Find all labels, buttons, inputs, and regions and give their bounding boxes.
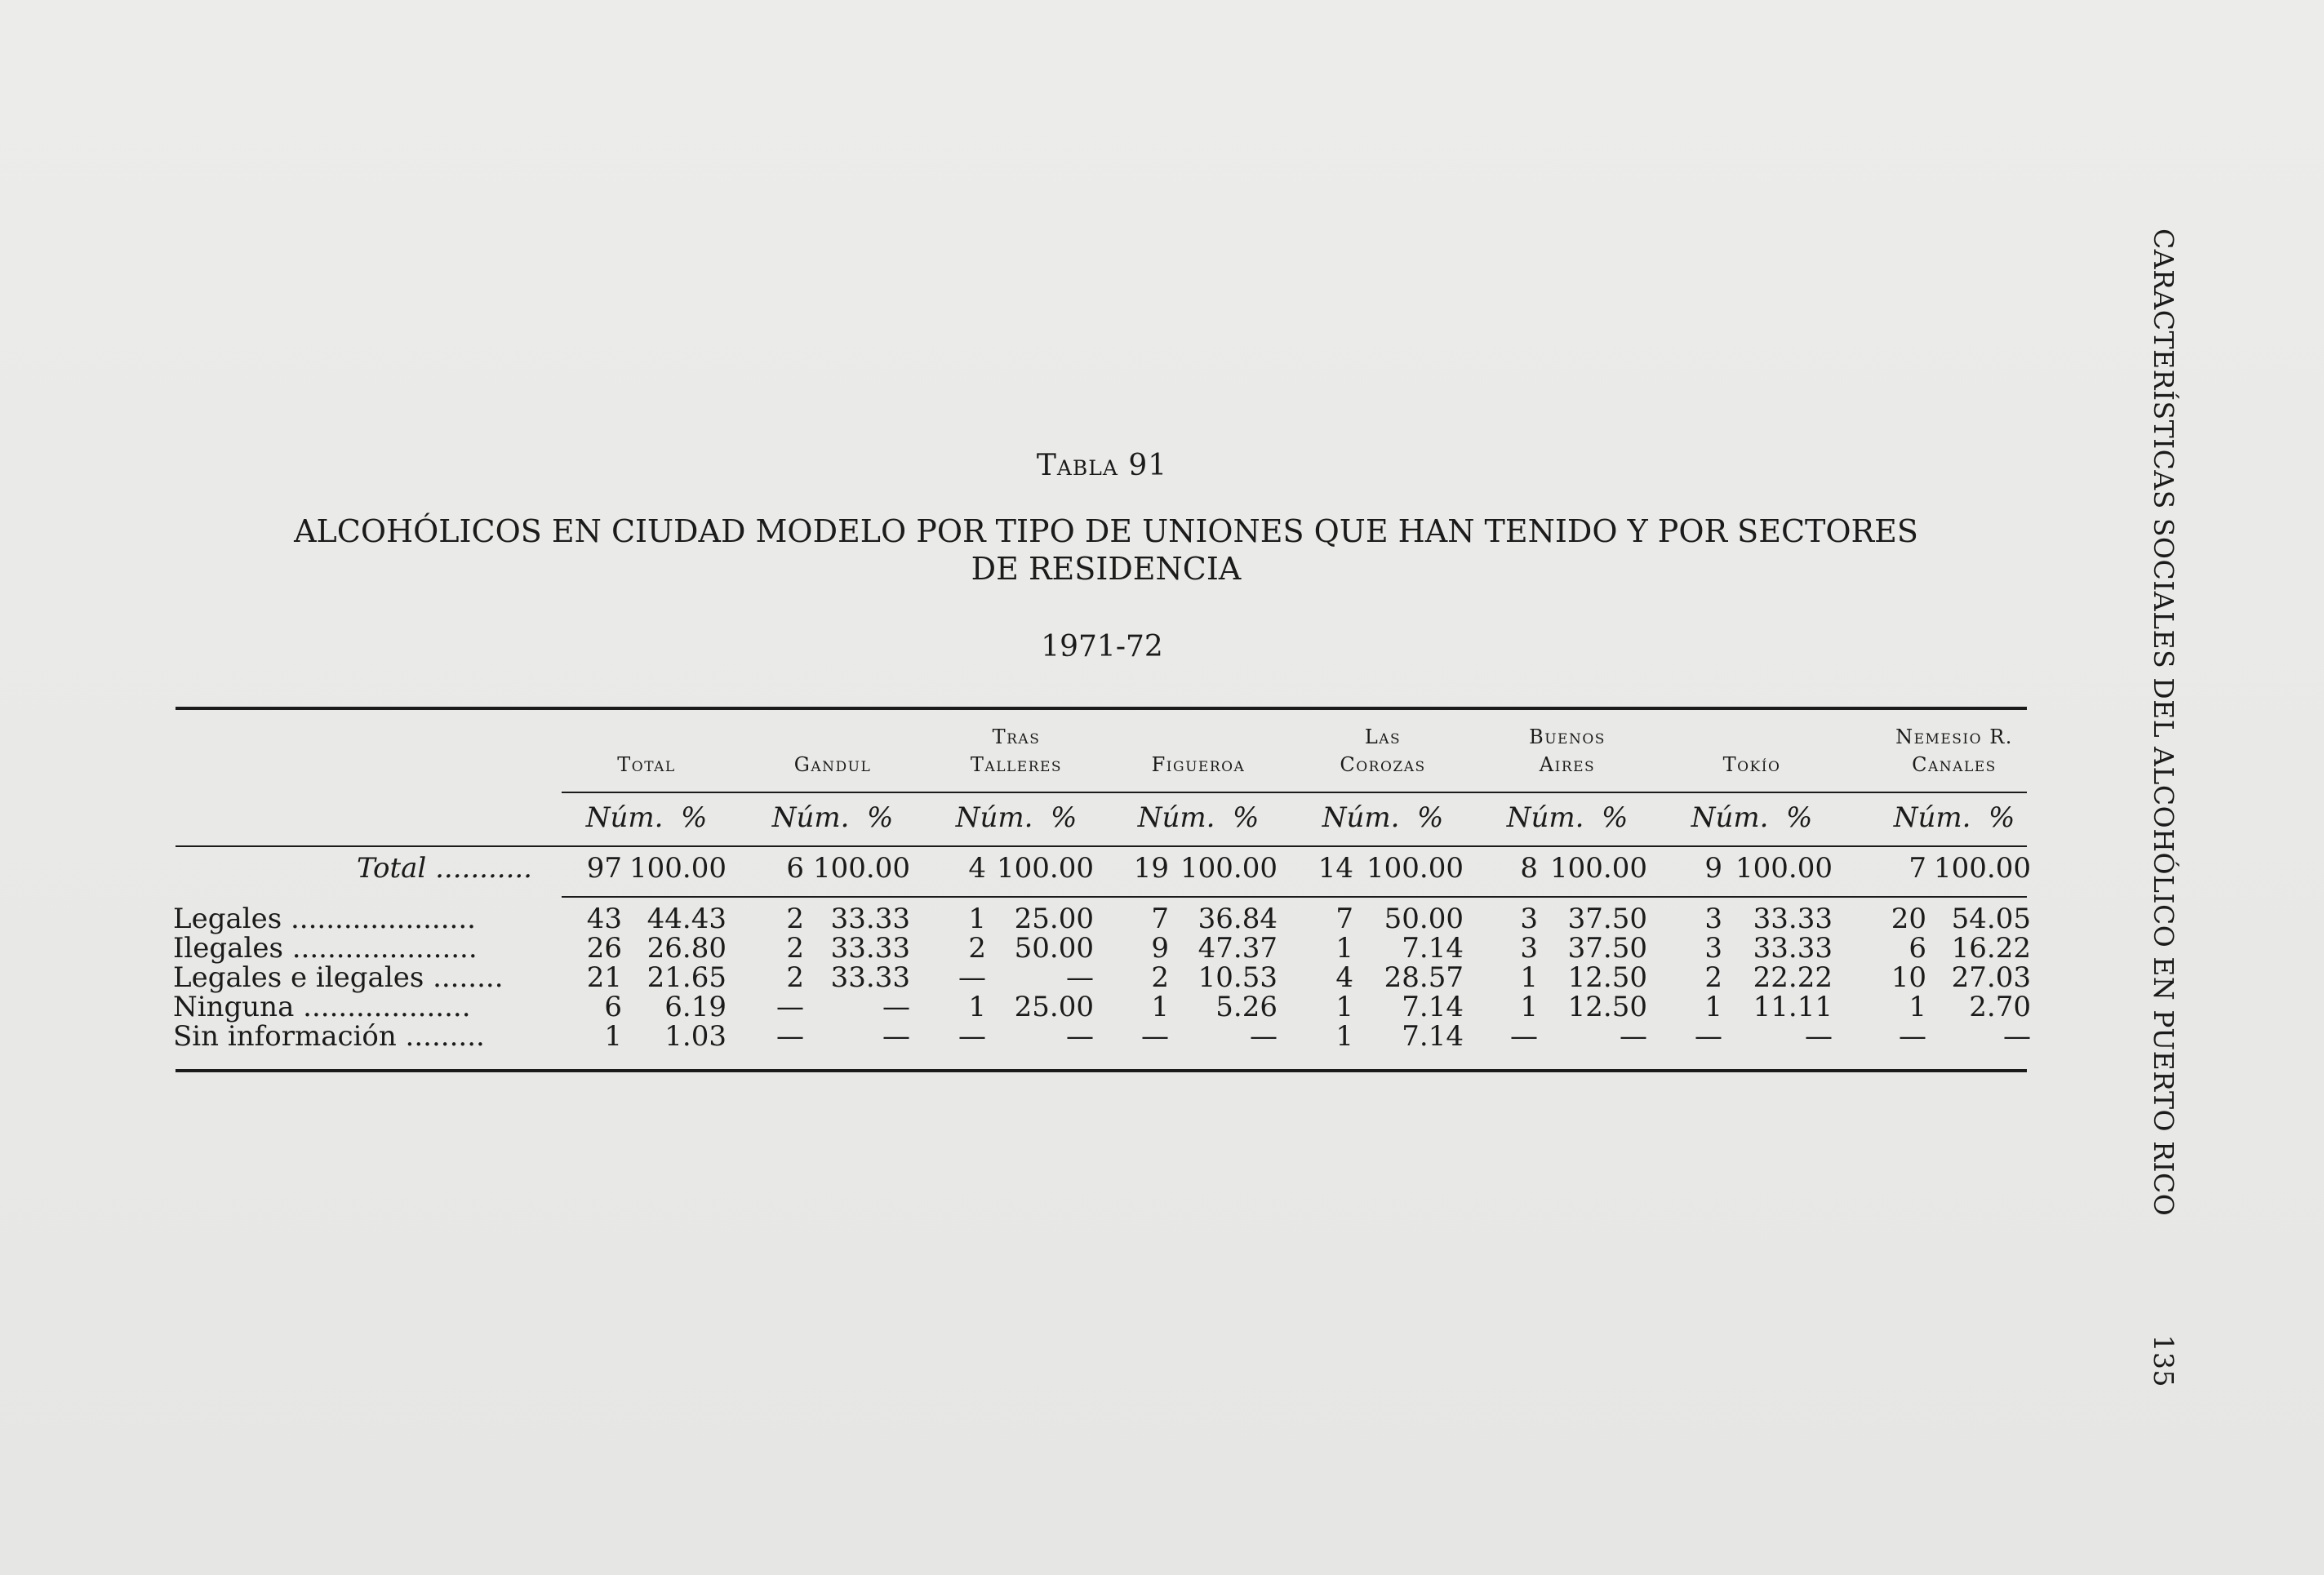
pct-cell: 16.22: [1951, 932, 2031, 965]
subheader-4: Núm. %: [1322, 801, 1444, 834]
total-num-cell: 19: [1133, 852, 1169, 885]
table-title: [237, 512, 1975, 588]
total-pct-cell: 100.00: [1550, 852, 1647, 885]
num-cell: 7: [1151, 903, 1169, 935]
total-pct-cell: 100.00: [1735, 852, 1833, 885]
pct-cell: —: [1066, 961, 1094, 994]
num-cell: 10: [1891, 961, 1926, 994]
pct-cell: 26.80: [647, 932, 727, 965]
pct-cell: 33.33: [1753, 903, 1833, 935]
column-header-line-2: Gandul: [793, 753, 872, 776]
column-header-line-1: Nemesio R.: [1895, 725, 2013, 748]
column-header-line-1: Las: [1364, 725, 1402, 748]
num-cell: 1: [968, 991, 986, 1023]
top-rule: [176, 707, 2027, 710]
running-title: CARACTERÍSTICAS SOCIALES DEL ALCOHÓLICO EN PUERTO RICO: [2148, 228, 2180, 1217]
row-label: Legales .....................: [173, 903, 476, 935]
total-num-cell: 14: [1318, 852, 1353, 885]
pct-cell: 22.22: [1753, 961, 1833, 994]
pct-cell: 10.53: [1198, 961, 1278, 994]
total-pct-cell: 100.00: [1366, 852, 1464, 885]
pct-cell: 7.14: [1402, 1020, 1464, 1053]
subheader-1: Núm. %: [771, 801, 894, 834]
pct-cell: 7.14: [1402, 932, 1464, 965]
subheader-6: Núm. %: [1691, 801, 1813, 834]
num-cell: 43: [586, 903, 622, 935]
column-header-3: [1100, 723, 1296, 779]
title-line-2: DE RESIDENCIA: [971, 551, 1242, 587]
subheader-2: Núm. %: [955, 801, 1078, 834]
num-cell: 7: [1335, 903, 1353, 935]
table-no: 91: [1128, 449, 1168, 482]
num-cell: 1: [1151, 991, 1169, 1023]
title-line-1: ALCOHÓLICOS EN CIUDAD MODELO POR TIPO DE UNIONES QUE HAN TENIDO Y POR SECTORES: [294, 513, 1918, 549]
num-cell: 4: [1335, 961, 1353, 994]
pct-cell: 33.33: [830, 903, 910, 935]
pct-cell: 37.50: [1567, 903, 1647, 935]
row-label: Sin información .........: [173, 1020, 485, 1053]
pct-cell: 25.00: [1014, 903, 1094, 935]
num-cell: 3: [1704, 903, 1722, 935]
pct-cell: 33.33: [830, 932, 910, 965]
row-label: Ilegales .....................: [173, 932, 478, 965]
column-header-line-1: Buenos: [1529, 725, 1606, 748]
pct-cell: 28.57: [1384, 961, 1464, 994]
subheader-rule: [176, 845, 2027, 847]
num-cell: 9: [1151, 932, 1169, 965]
pct-cell: 54.05: [1951, 903, 2031, 935]
column-header-line-1: Tras: [992, 725, 1041, 748]
row-label: Ninguna ...................: [173, 991, 471, 1023]
column-header-1: [735, 723, 931, 779]
pct-cell: 5.26: [1215, 991, 1278, 1023]
num-cell: 3: [1520, 932, 1538, 965]
pct-cell: 36.84: [1198, 903, 1278, 935]
total-num-cell: 4: [968, 852, 986, 885]
num-cell: —: [958, 1020, 986, 1053]
bottom-rule: [176, 1069, 2027, 1072]
num-cell: 3: [1520, 903, 1538, 935]
subheader-3: Núm. %: [1137, 801, 1260, 834]
column-header-line-1: [1654, 723, 1850, 751]
num-cell: 1: [1704, 991, 1722, 1023]
num-cell: 1: [1335, 1020, 1353, 1053]
pct-cell: —: [1805, 1020, 1833, 1053]
num-cell: 2: [786, 932, 804, 965]
column-header-line-1: [1100, 723, 1296, 751]
running-header: [2131, 228, 2180, 1387]
pct-cell: —: [1250, 1020, 1278, 1053]
num-cell: —: [1695, 1020, 1722, 1053]
pct-cell: —: [1620, 1020, 1647, 1053]
total-pct-cell: 100.00: [997, 852, 1094, 885]
pct-cell: 11.11: [1753, 991, 1833, 1023]
num-cell: —: [776, 1020, 804, 1053]
pct-cell: 21.65: [647, 961, 727, 994]
pct-cell: 6.19: [664, 991, 727, 1023]
pct-cell: —: [882, 1020, 910, 1053]
table-label: Tabla: [1036, 449, 1118, 482]
num-cell: 2: [968, 932, 986, 965]
table-number: [0, 449, 2204, 482]
num-cell: 1: [1909, 991, 1926, 1023]
num-cell: 6: [1909, 932, 1926, 965]
num-cell: 26: [586, 932, 622, 965]
num-cell: 1: [1335, 932, 1353, 965]
num-cell: 2: [786, 961, 804, 994]
num-cell: —: [958, 961, 986, 994]
subheader-7: Núm. %: [1893, 801, 2015, 834]
column-header-4: [1285, 723, 1481, 779]
total-row-label: Total ...........: [356, 852, 532, 885]
page-number: 135: [2148, 1334, 2180, 1387]
column-header-7: [1856, 723, 2052, 779]
column-header-line-2: Canales: [1912, 753, 1997, 776]
total-pct-cell: 100.00: [629, 852, 727, 885]
total-num-cell: 97: [586, 852, 622, 885]
row-label: Legales e ilegales ........: [173, 961, 504, 994]
pct-cell: 7.14: [1402, 991, 1464, 1023]
pct-cell: 37.50: [1567, 932, 1647, 965]
num-cell: 3: [1704, 932, 1722, 965]
pct-cell: 50.00: [1384, 903, 1464, 935]
num-cell: —: [1510, 1020, 1538, 1053]
total-pct-cell: 100.00: [1934, 852, 2031, 885]
pct-cell: 47.37: [1198, 932, 1278, 965]
column-header-6: [1654, 723, 1850, 779]
total-rule: [562, 896, 2027, 898]
num-cell: 1: [968, 903, 986, 935]
total-num-cell: 9: [1704, 852, 1722, 885]
column-header-line-2: Figueroa: [1151, 753, 1246, 776]
total-pct-cell: 100.00: [813, 852, 910, 885]
num-cell: 2: [786, 903, 804, 935]
column-header-line-2: Total: [617, 753, 676, 776]
total-num-cell: 6: [786, 852, 804, 885]
pct-cell: 33.33: [1753, 932, 1833, 965]
pct-cell: 12.50: [1567, 961, 1647, 994]
pct-cell: 2.70: [1969, 991, 2031, 1023]
num-cell: 1: [604, 1020, 622, 1053]
column-header-line-2: Tokío: [1722, 753, 1781, 776]
total-num-cell: 7: [1909, 852, 1926, 885]
column-header-0: [549, 723, 744, 779]
column-header-line-1: [549, 723, 744, 751]
pct-cell: 25.00: [1014, 991, 1094, 1023]
num-cell: 21: [586, 961, 622, 994]
column-header-line-1: [735, 723, 931, 751]
num-cell: —: [1899, 1020, 1926, 1053]
num-cell: 6: [604, 991, 622, 1023]
pct-cell: 1.03: [664, 1020, 727, 1053]
pct-cell: —: [882, 991, 910, 1023]
header-rule: [562, 792, 2027, 793]
pct-cell: 33.33: [830, 961, 910, 994]
subheader-5: Núm. %: [1506, 801, 1629, 834]
num-cell: —: [1141, 1020, 1169, 1053]
column-header-2: [918, 723, 1114, 779]
num-cell: 2: [1151, 961, 1169, 994]
pct-cell: 12.50: [1567, 991, 1647, 1023]
column-header-line-2: Aires: [1539, 753, 1596, 776]
num-cell: 1: [1335, 991, 1353, 1023]
column-header-5: [1469, 723, 1665, 779]
total-num-cell: 8: [1520, 852, 1538, 885]
column-header-line-2: Corozas: [1340, 753, 1426, 776]
pct-cell: 50.00: [1014, 932, 1094, 965]
subheader-0: Núm. %: [585, 801, 708, 834]
pct-cell: 27.03: [1951, 961, 2031, 994]
pct-cell: —: [2003, 1020, 2031, 1053]
column-header-line-2: Talleres: [970, 753, 1063, 776]
pct-cell: —: [1066, 1020, 1094, 1053]
num-cell: 1: [1520, 991, 1538, 1023]
total-pct-cell: 100.00: [1180, 852, 1278, 885]
num-cell: 20: [1891, 903, 1926, 935]
num-cell: —: [776, 991, 804, 1023]
table-year: 1971-72: [1041, 630, 1163, 663]
pct-cell: 44.43: [647, 903, 727, 935]
num-cell: 1: [1520, 961, 1538, 994]
num-cell: 2: [1704, 961, 1722, 994]
